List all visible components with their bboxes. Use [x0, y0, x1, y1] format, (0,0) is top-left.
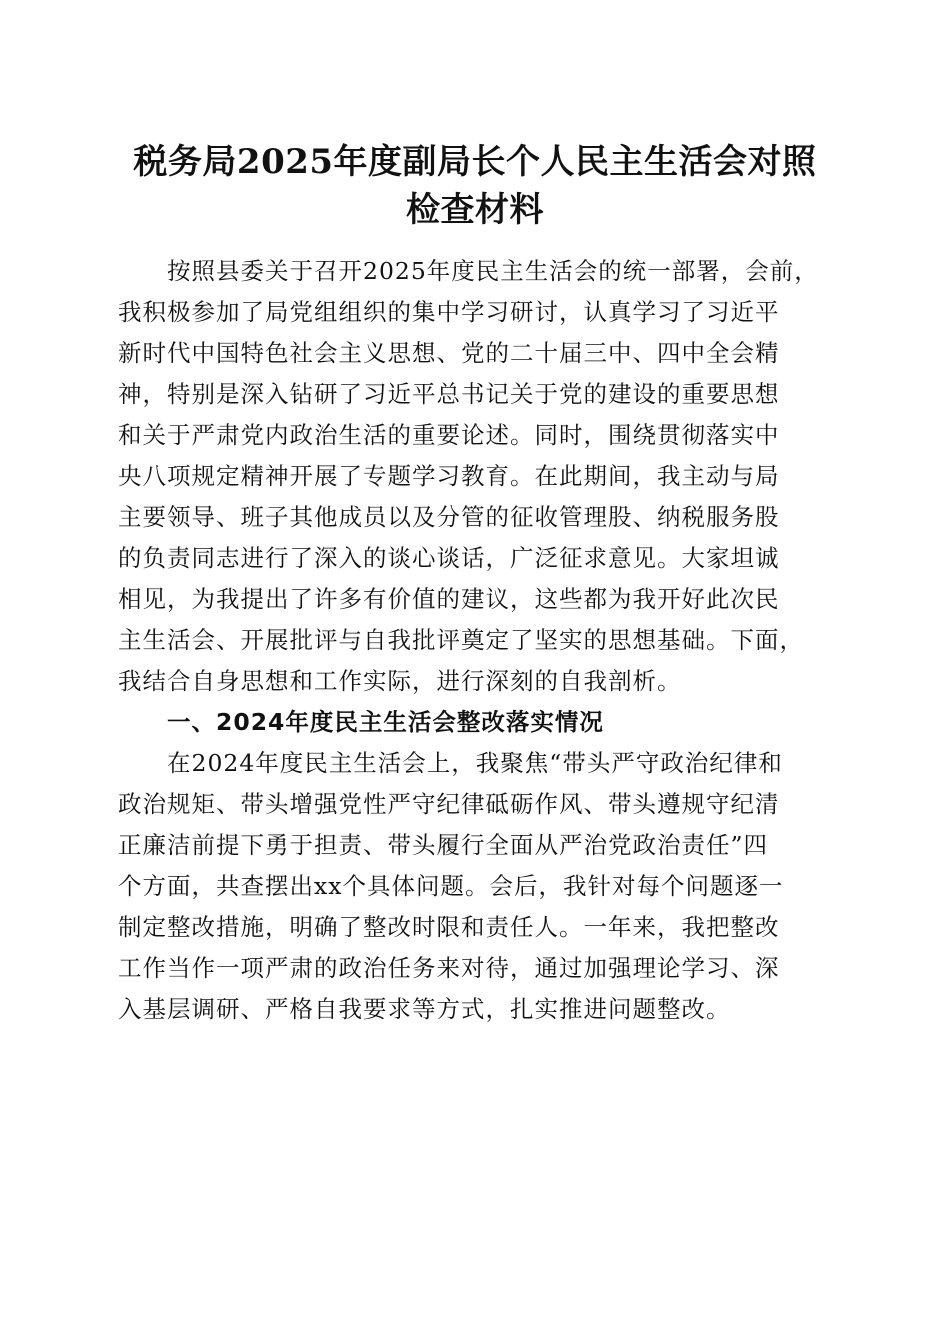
document-body — [118, 251, 833, 1030]
text-line: 央八项规定精神开展了专题学习教育。在此期间，我主动与局 — [118, 462, 780, 490]
text-line: 按照县委关于召开2025年度民主生活会的统一部署，会前， — [118, 257, 819, 285]
text-line: 入基层调研、严格自我要求等方式，扎实推进问题整改。 — [118, 995, 731, 1023]
text-line: 主生活会、开展批评与自我批评奠定了坚实的思想基础。下面， — [118, 626, 804, 654]
text-line: 我积极参加了局党组组织的集中学习研讨，认真学习了习近平 — [118, 298, 780, 326]
text-line: 个方面，共查摆出xx个具体问题。会后，我针对每个问题逐一 — [118, 872, 784, 900]
text-line: 主要领导、班子其他成员以及分管的征收管理股、纳税服务股 — [118, 503, 780, 531]
text-line: 相见，为我提出了许多有价值的建议，这些都为我开好此次民 — [118, 585, 780, 613]
text-line: 神，特别是深入钻研了习近平总书记关于党的建设的重要思想 — [118, 380, 780, 408]
title-line: 检查材料 — [406, 190, 544, 230]
text-line: 的负责同志进行了深入的谈心谈话，广泛征求意见。大家坦诚 — [118, 544, 780, 572]
text-line: 新时代中国特色社会主义思想、党的二十届三中、四中全会精 — [118, 339, 780, 367]
text-line: 制定整改措施，明确了整改时限和责任人。一年来，我把整改 — [118, 913, 780, 941]
text-line: 工作当作一项严肃的政治任务来对待，通过加强理论学习、深 — [118, 954, 780, 982]
text-line: 政治规矩、带头增强党性严守纪律砥砺作风、带头遵规守纪清 — [118, 790, 780, 818]
section-paragraph — [118, 743, 833, 1030]
intro-paragraph — [118, 251, 833, 702]
document-title — [95, 138, 855, 234]
text-line: 正廉洁前提下勇于担责、带头履行全面从严治党政治责任”四 — [118, 831, 769, 859]
title-line: 税务局2025年度副局长个人民主生活会对照 — [133, 142, 817, 182]
text-line: 和关于严肃党内政治生活的重要论述。同时，围绕贯彻落实中 — [118, 421, 780, 449]
section-heading-text: 一、2024年度民主生活会整改落实情况 — [118, 708, 604, 736]
section-heading — [118, 702, 833, 743]
text-line: 在2024年度民主生活会上，我聚焦“带头严守政治纪律和 — [118, 749, 783, 777]
text-line: 我结合自身思想和工作实际，进行深刻的自我剖析。 — [118, 667, 682, 695]
